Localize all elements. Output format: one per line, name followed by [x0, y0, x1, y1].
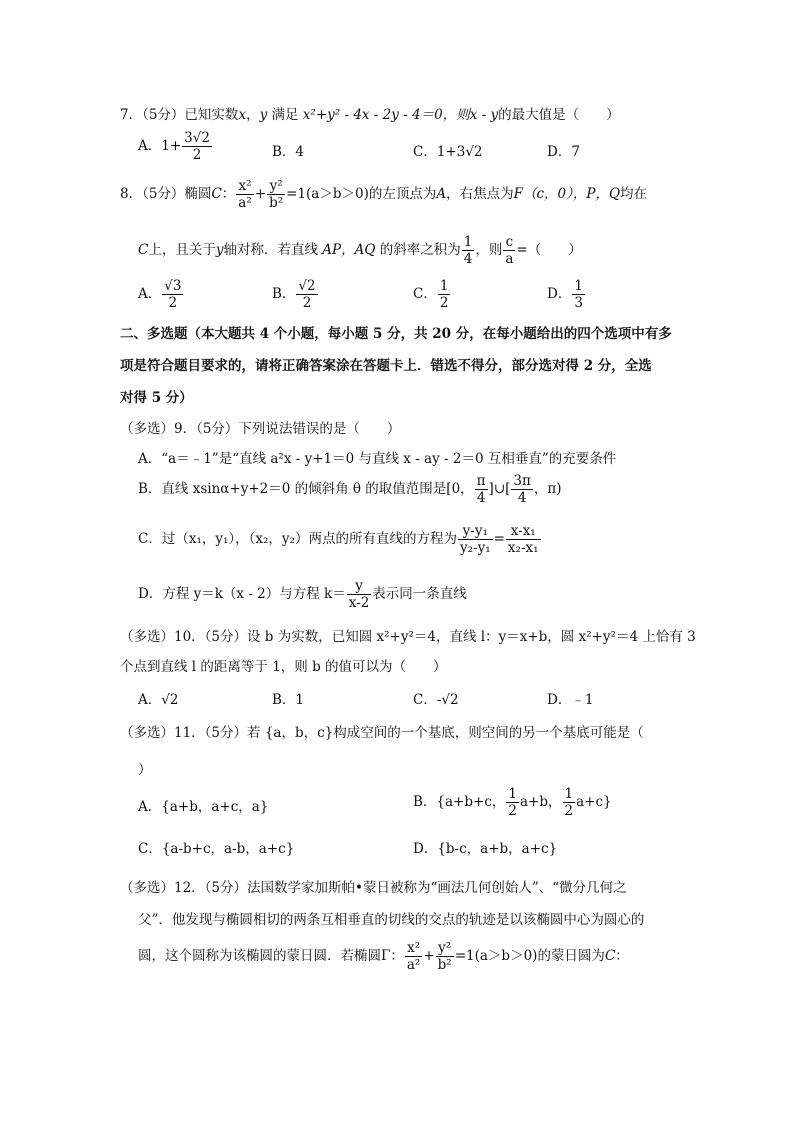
q10-option-a: A．√2 [138, 692, 179, 708]
q8-option-a: A． $\frac{√3}{2}$ [138, 278, 182, 311]
q8-stem: 8．（5分）椭圆C： $\frac{\text{x²}}{\text{a²}}$ + $\frac{\text{y²}}{\text{b²}}$ =1(a＞b＞0)的左顶点为A，右焦点为F（c，0），P，Q均在 [120, 178, 648, 211]
q7-stem: 7．（5分）已知实数x，y 满足 x²+y² - 4x - 2y - 4＝0，则x - y的最大值是（ ） [120, 107, 620, 123]
q9-stem: （多选）9．（5分）下列说法错误的是（ ） [120, 421, 401, 437]
q11-stem: （多选）11．（5分）若 {a，b，c}构成空间的一个基底，则空间的另一个基底可能是（ [120, 725, 644, 741]
q10-stem-line1: （多选）10．（5分）设 b 为实数，已知圆 x²+y²＝4，直线 l：y＝x+b，圆 x²+y²＝4 上恰有 3 [120, 629, 696, 645]
q11-option-b: B．{a+b+c， $\frac{1}{2}$ a+b， $\frac{1}{2}$ a+c} [413, 786, 612, 819]
q11-stem-line2: ） [138, 762, 152, 778]
q7-option-d: D．7 [547, 144, 580, 160]
q12-stem-line2: 父”．他发现与椭圆相切的两条互相垂直的切线的交点的轨迹是以该椭圆中心为圆心的 [138, 912, 645, 928]
q8-stem-line2: C上，且关于y轴对称．若直线 AP，AQ 的斜率之积为 $\frac{1}{4}$ ，则 $\frac{c}{a}$ =（ ） [138, 234, 582, 267]
q11-option-d: D．{b-c，a+b，a+c} [413, 841, 558, 857]
q9-option-d: D．方程 y＝k（x - 2）与方程 k＝ $\frac{y}{x-2}$ 表示同一条直线 [138, 578, 467, 611]
section2-heading-line2: 项是符合题目要求的，请将正确答案涂在答题卡上．错选不得分，部分选对得 2 分，全选 [120, 358, 652, 374]
q7-option-c: C．1+3√2 [413, 144, 483, 160]
q8-option-c: C． $\frac{1}{2}$ [413, 278, 449, 311]
q10-option-d: D．﹣1 [547, 692, 594, 708]
q10-option-c: C．-√2 [413, 692, 459, 708]
q9-option-a: A．“a＝﹣1”是“直线 a²x - y+1＝0 与直线 x - ay - 2＝0 互相垂直”的充要条件 [138, 451, 617, 467]
q9-option-b: B．直线 xsinα+y+2＝0 的倾斜角 θ 的取值范围是[0， $\frac{\pi}{4}$ ]∪[ $\frac{3\pi}{4}$ ，π) [138, 473, 562, 506]
section2-heading-line3: 对得 5 分） [120, 390, 193, 406]
q8-option-d: D． $\frac{1}{3}$ [547, 278, 583, 311]
q11-option-c: C．{a-b+c，a-b，a+c} [138, 841, 295, 857]
q11-option-a: A．{a+b，a+c，a} [138, 799, 269, 815]
q7-option-a: A．1+ $\frac{3√2}{2}$ [138, 130, 210, 163]
q12-stem-line1: （多选）12．（5分）法国数学家加斯帕•蒙日被称为“画法几何创始人”、“微分几何之 [120, 880, 627, 896]
q12-stem-line3: 圆，这个圆称为该椭圆的蒙日圆．若椭圆Γ： $\frac{\text{x²}}{\text{a²}}$ + $\frac{\text{y²}}{\text{b²}}$ =1(a＞b＞0)的蒙日圆为C： [138, 940, 629, 973]
q10-stem-line2: 个点到直线 l 的距离等于 1，则 b 的值可以为（ ） [120, 659, 447, 675]
section2-heading-line1: 二、多选题（本大题共 4 个小题，每小题 5 分，共 20 分，在每小题给出的四个选项中有多 [120, 326, 672, 342]
q7-option-b: B．4 [272, 144, 305, 160]
q10-option-b: B．1 [272, 692, 305, 708]
q8-option-b: B． $\frac{√2}{2}$ [272, 278, 316, 311]
q9-option-c: C．过（x₁，y₁），（x₂，y₂）两点的所有直线的方程为 $\frac{\text{y-y₁}}{\text{y₂-y₁}}$ = $\frac{\text{x-x₁}}{\text{x₂-x₁}}$ [138, 523, 539, 556]
